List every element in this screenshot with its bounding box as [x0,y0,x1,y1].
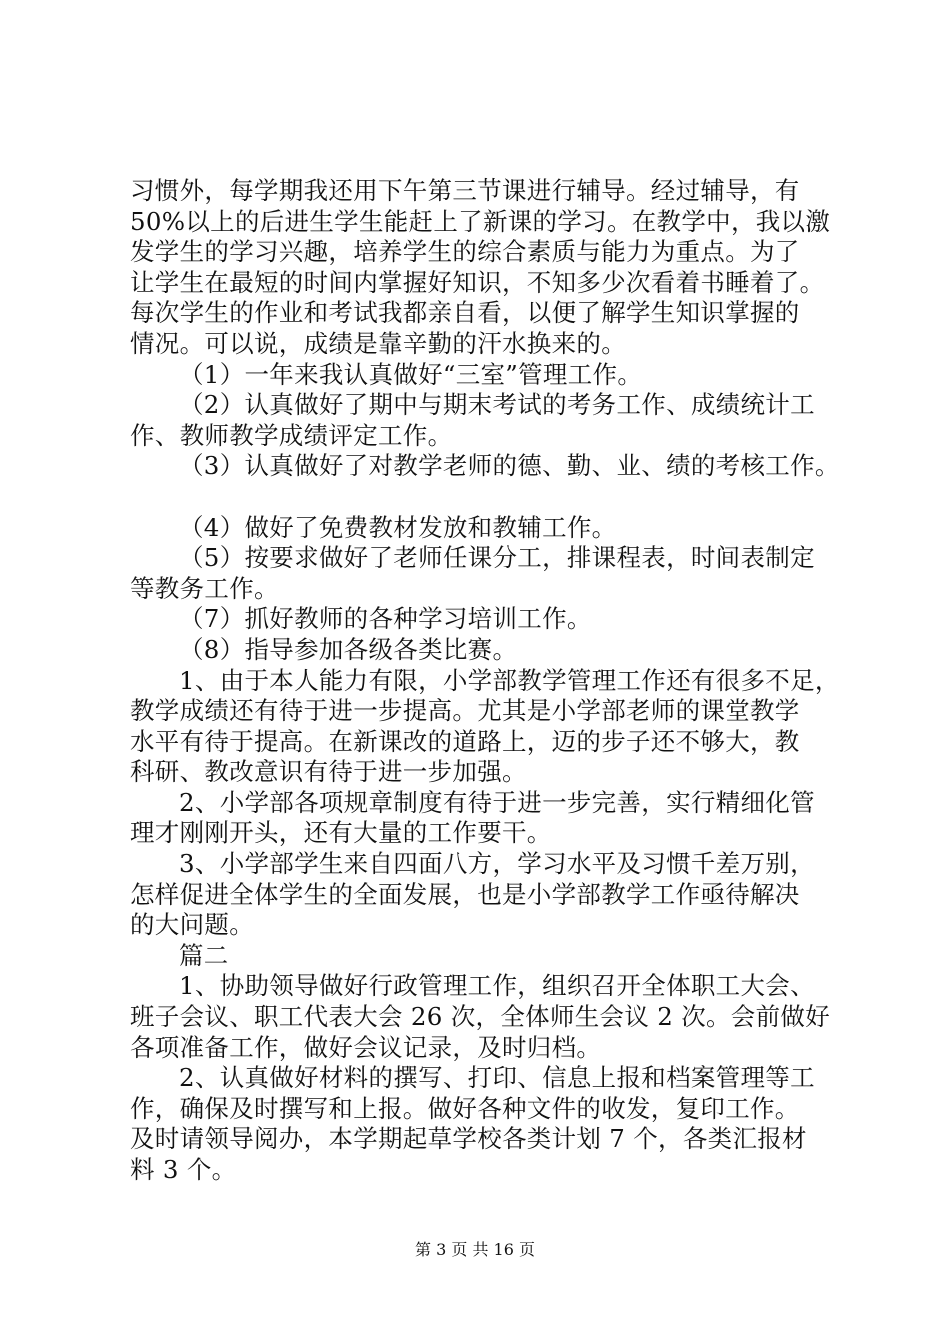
text-line: （8）指导参加各级各类比赛。 [179,634,518,664]
text-line: （7）抓好教师的各种学习培训工作。 [179,604,592,634]
text-line: （2）认真做好了期中与期末考试的考务工作、成绩统计工 [179,390,815,420]
text-line: 等教务工作。 [130,573,279,603]
paragraph [130,176,842,360]
paragraph [130,513,842,544]
text-line: 2、小学部各项规章制度有待于进一步完善，实行精细化管 [179,787,815,817]
text-line: 3、小学部学生来自四面八方，学习水平及习惯千差万别， [179,849,815,879]
text-line: 每次学生的作业和考试我都亲自看，以便了解学生知识掌握的 [130,298,800,328]
text-line: 及时请领导阅办，本学期起草学校各类计划 7 个，各类汇报材 [130,1124,807,1154]
text-line: 情况。可以说，成绩是靠辛勤的汗水换来的。 [130,328,626,358]
text-line: （3）认真做好了对教学老师的德、勤、业、绩的考核工作。 [179,451,840,481]
document-body [130,176,842,1186]
text-line: 教学成绩还有待于进一步提高。尤其是小学部老师的课堂教学 [130,696,800,726]
paragraph [130,604,842,635]
text-line: 怎样促进全体学生的全面发展，也是小学部教学工作亟待解决 [130,879,800,909]
paragraph [130,543,842,604]
text-line: 1、由于本人能力有限，小学部教学管理工作还有很多不足， [179,665,840,695]
text-line: 水平有待于提高。在新课改的道路上，迈的步子还不够大，教 [130,726,800,756]
paragraph [130,971,842,1063]
text-line: 1、协助领导做好行政管理工作，组织召开全体职工大会、 [179,971,815,1001]
text-line: 篇二 [179,940,229,970]
text-line: 作、教师教学成绩评定工作。 [130,420,453,450]
text-line: 作，确保及时撰写和上报。做好各种文件的收发，复印工作。 [130,1093,800,1123]
text-line: 科研、教改意识有待于进一步加强。 [130,757,527,787]
paragraph [130,941,842,972]
text-line: 料 3 个。 [130,1155,237,1184]
text-line: 习惯外，每学期我还用下午第三节课进行辅导。经过辅导，有 [130,176,800,205]
paragraph [130,666,842,788]
text-line: 让学生在最短的时间内掌握好知识，不知多少次看着书睡着了。 [130,267,825,297]
page-footer: 第 3 页 共 16 页 [415,1240,535,1259]
text-line: 各项准备工作，做好会议记录，及时归档。 [130,1032,602,1062]
paragraph [130,1063,842,1185]
paragraph [130,849,842,941]
text-line: 的大问题。 [130,910,254,940]
paragraph [130,635,842,666]
text-line: （1）一年来我认真做好“三室”管理工作。 [179,359,643,389]
text-line: （5）按要求做好了老师任课分工，排课程表，时间表制定 [179,543,815,573]
text-line: 2、认真做好材料的撰写、打印、信息上报和档案管理等工 [179,1063,815,1093]
paragraph [130,451,842,482]
text-line: 理才刚刚开头，还有大量的工作要干。 [130,818,552,848]
paragraph [130,788,842,849]
text-line: 发学生的学习兴趣，培养学生的综合素质与能力为重点。为了 [130,237,800,267]
text-line: 班子会议、职工代表大会 26 次，全体师生会议 2 次。会前做好 [130,1002,831,1032]
blank-line [130,482,842,513]
paragraph [130,390,842,451]
paragraph [130,360,842,391]
text-line: 50%以上的后进生学生能赶上了新课的学习。在教学中，我以激 [130,206,831,236]
text-line: （4）做好了免费教材发放和教辅工作。 [179,512,617,542]
